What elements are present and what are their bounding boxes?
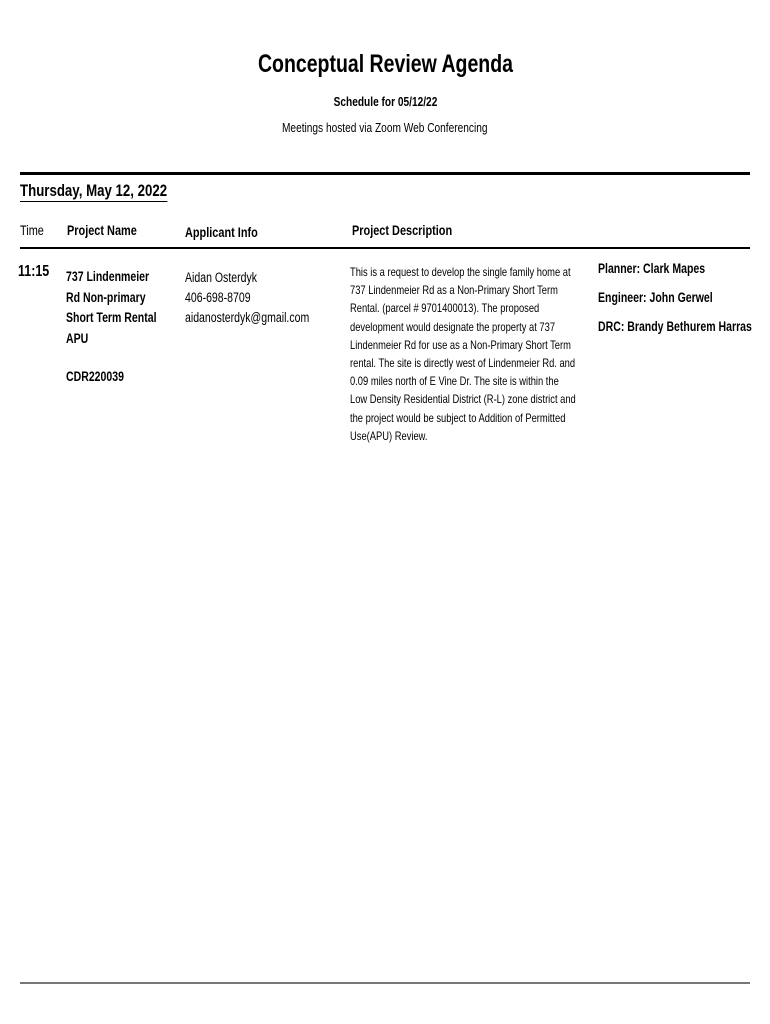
top-divider <box>20 172 750 175</box>
meeting-note: Meetings hosted via Zoom Web Conferencing <box>282 120 488 135</box>
footer-divider <box>20 982 750 984</box>
project-description: This is a request to develop the single family home at 737 Lindenmeier Rd as a Non-Primary Short Term Rental. (parcel # 9701400013). The proposed development would designate the property at 737 Lindenmeier Rd for use as a Non-Primary Short Term rental. The site is directly west of Lindenmeier Rd. and 0.09 miles north of E Vine Dr. The site is within the Low Density Residential District (R-L) zone district and the project would be subject to Addition of Permitted Use(APU) Review. <box>350 265 576 443</box>
day-heading: Thursday, May 12, 2022 <box>20 181 168 200</box>
agenda-time: 11:15 <box>18 263 50 280</box>
applicant-email: aidanosterdyk@gmail.com <box>185 310 310 325</box>
applicant-phone: 406-698-8709 <box>185 290 251 305</box>
column-header-applicant-info: Applicant Info <box>185 224 258 240</box>
applicant-name: Aidan Osterdyk <box>185 270 257 285</box>
project-name: 737 Lindenmeier Rd Non-primary Short Term Rental APU <box>66 269 157 346</box>
staff-drc: DRC: Brandy Bethurem Harras <box>598 319 752 334</box>
staff-engineer: Engineer: John Gerwel <box>598 290 713 305</box>
project-code: CDR220039 <box>66 369 124 384</box>
schedule-date: Schedule for 05/12/22 <box>333 94 437 109</box>
column-header-project-description: Project Description <box>352 222 453 238</box>
page-title: Conceptual Review Agenda <box>257 50 513 78</box>
column-header-time: Time <box>20 222 44 238</box>
header-divider <box>20 247 750 249</box>
column-header-project-name: Project Name <box>67 222 137 238</box>
staff-planner: Planner: Clark Mapes <box>598 261 706 276</box>
